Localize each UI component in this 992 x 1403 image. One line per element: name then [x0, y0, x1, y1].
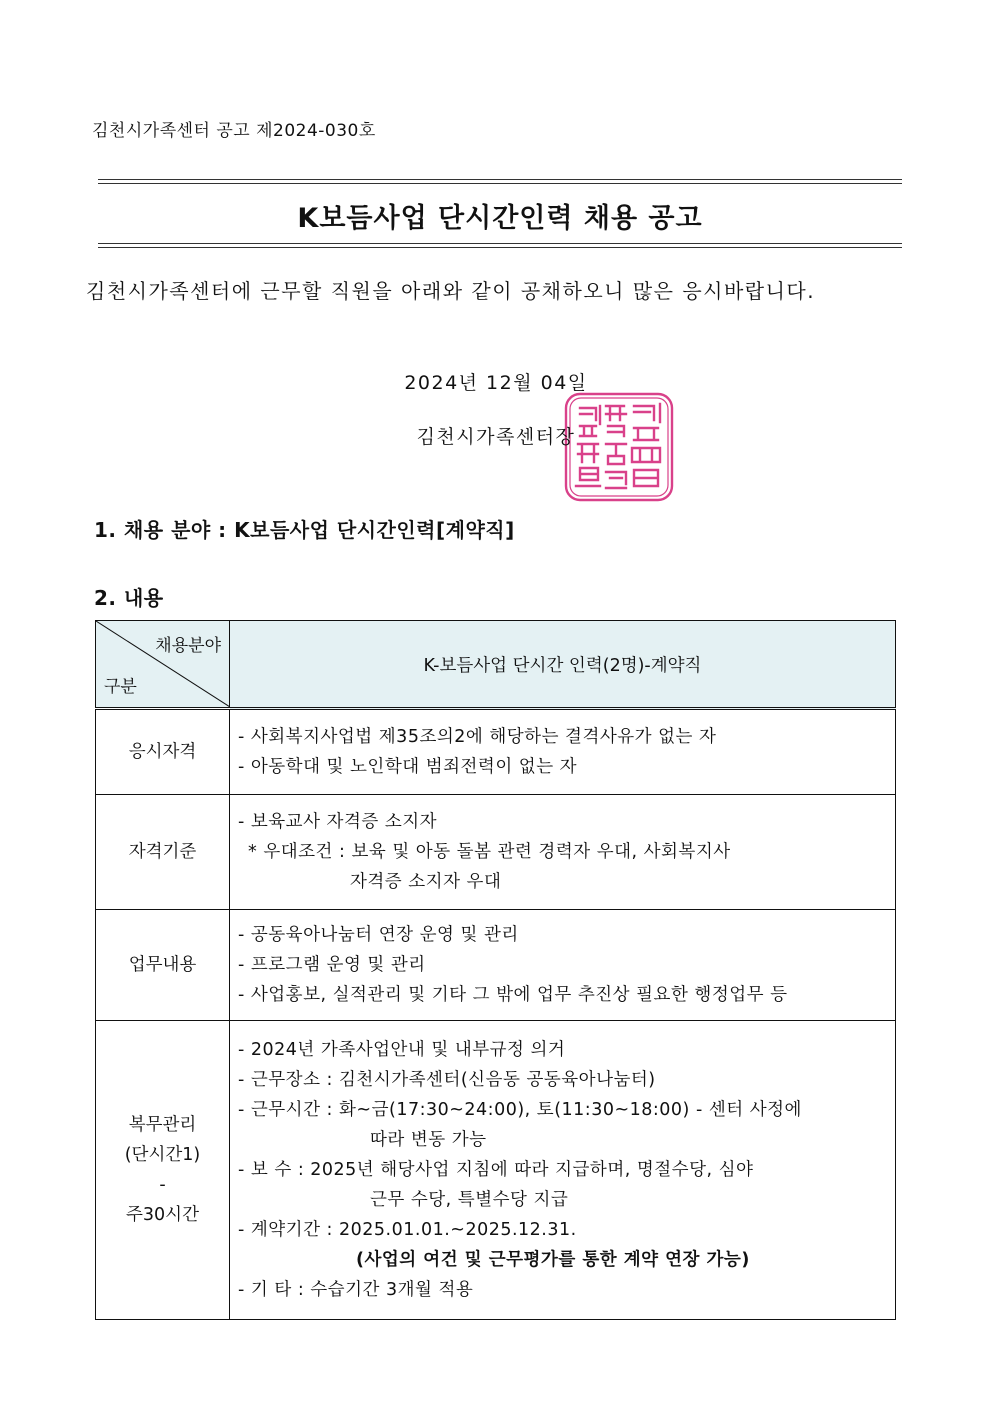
- row-label: 업무내용: [96, 910, 230, 1021]
- content-line: - 사업홍보, 실적관리 및 기타 그 밖에 업무 추진상 필요한 행정업무 등: [238, 985, 788, 1005]
- content-line: - 보육교사 자격증 소지자: [238, 812, 438, 832]
- row-content: [230, 1021, 896, 1320]
- content-line: * 우대조건 : 보육 및 아동 돌봄 관련 경력자 우대, 사회복지사: [248, 842, 731, 862]
- content-line: - 사회복지사업법 제35조의2에 해당하는 결격사유가 없는 자: [238, 727, 717, 747]
- table-row: [96, 1021, 896, 1320]
- content-line: 따라 변동 가능: [370, 1130, 487, 1150]
- table-row: [96, 910, 896, 1021]
- content-line: - 근무장소 : 김천시가족센터(신음동 공동육아나눔터): [238, 1070, 656, 1090]
- intro-text: 김천시가족센터에 근무할 직원을 아래와 같이 공채하오니 많은 응시바랍니다.: [86, 279, 816, 303]
- notice-number: 김천시가족센터 공고 제2024-030호: [92, 121, 376, 141]
- table-row: [96, 709, 896, 795]
- row-content: [230, 709, 896, 795]
- content-line: - 근무시간 : 화~금(17:30~24:00), 토(11:30~18:00) - 센터 사정에: [238, 1100, 802, 1120]
- row-label: 응시자격: [96, 709, 230, 795]
- content-line: 근무 수당, 특별수당 지급: [370, 1190, 569, 1210]
- content-line: - 공동육아나눔터 연장 운영 및 관리: [238, 925, 519, 945]
- page-title: K보듬사업 단시간인력 채용 공고: [297, 203, 703, 234]
- corner-top-label: 채용분야: [155, 636, 221, 656]
- content-line: 자격증 소지자 우대: [350, 872, 502, 892]
- title-top-rule: [98, 179, 902, 180]
- content-line: - 계약기간 : 2025.01.01.~2025.12.31.: [238, 1220, 577, 1240]
- title-bottom-rule-2: [98, 247, 902, 248]
- row-label-line: 복무관리: [128, 1115, 197, 1135]
- section-recruitment-field: 1. 채용 분야 : K보듬사업 단시간인력[계약직]: [94, 518, 515, 542]
- notice-date: 2024년 12월 04일: [404, 372, 588, 394]
- row-label-line: (단시간1): [124, 1145, 201, 1165]
- row-label: 자격기준: [96, 795, 230, 910]
- row-label-line: 주30시간: [126, 1205, 199, 1225]
- row-label-line: -: [159, 1175, 166, 1195]
- recruitment-table: [95, 620, 896, 1320]
- row-content: [230, 910, 896, 1021]
- table-header-row: [96, 621, 896, 709]
- content-line: - 기 타 : 수습기간 3개월 적용: [238, 1280, 474, 1300]
- row-content: [230, 795, 896, 910]
- title-bottom-rule: [98, 243, 902, 244]
- table-corner-cell: [96, 621, 230, 709]
- content-line: - 보 수 : 2025년 해당사업 지침에 따라 지급하며, 명절수당, 심야: [238, 1160, 754, 1180]
- content-line: (사업의 여건 및 근무평가를 통한 계약 연장 가능): [356, 1250, 750, 1270]
- row-label: [96, 1021, 230, 1320]
- content-line: - 2024년 가족사업안내 및 내부규정 의거: [238, 1040, 566, 1060]
- table-row: [96, 795, 896, 910]
- section-content: 2. 내용: [94, 586, 164, 610]
- table-header-cell: K-보듬사업 단시간 인력(2명)-계약직: [230, 621, 896, 709]
- sender-name: 김천시가족센터장: [416, 426, 576, 448]
- content-line: - 아동학대 및 노인학대 범죄전력이 없는 자: [238, 757, 578, 777]
- content-line: - 프로그램 운영 및 관리: [238, 955, 426, 975]
- corner-bottom-label: 구분: [104, 677, 137, 697]
- title-top-rule-2: [98, 183, 902, 184]
